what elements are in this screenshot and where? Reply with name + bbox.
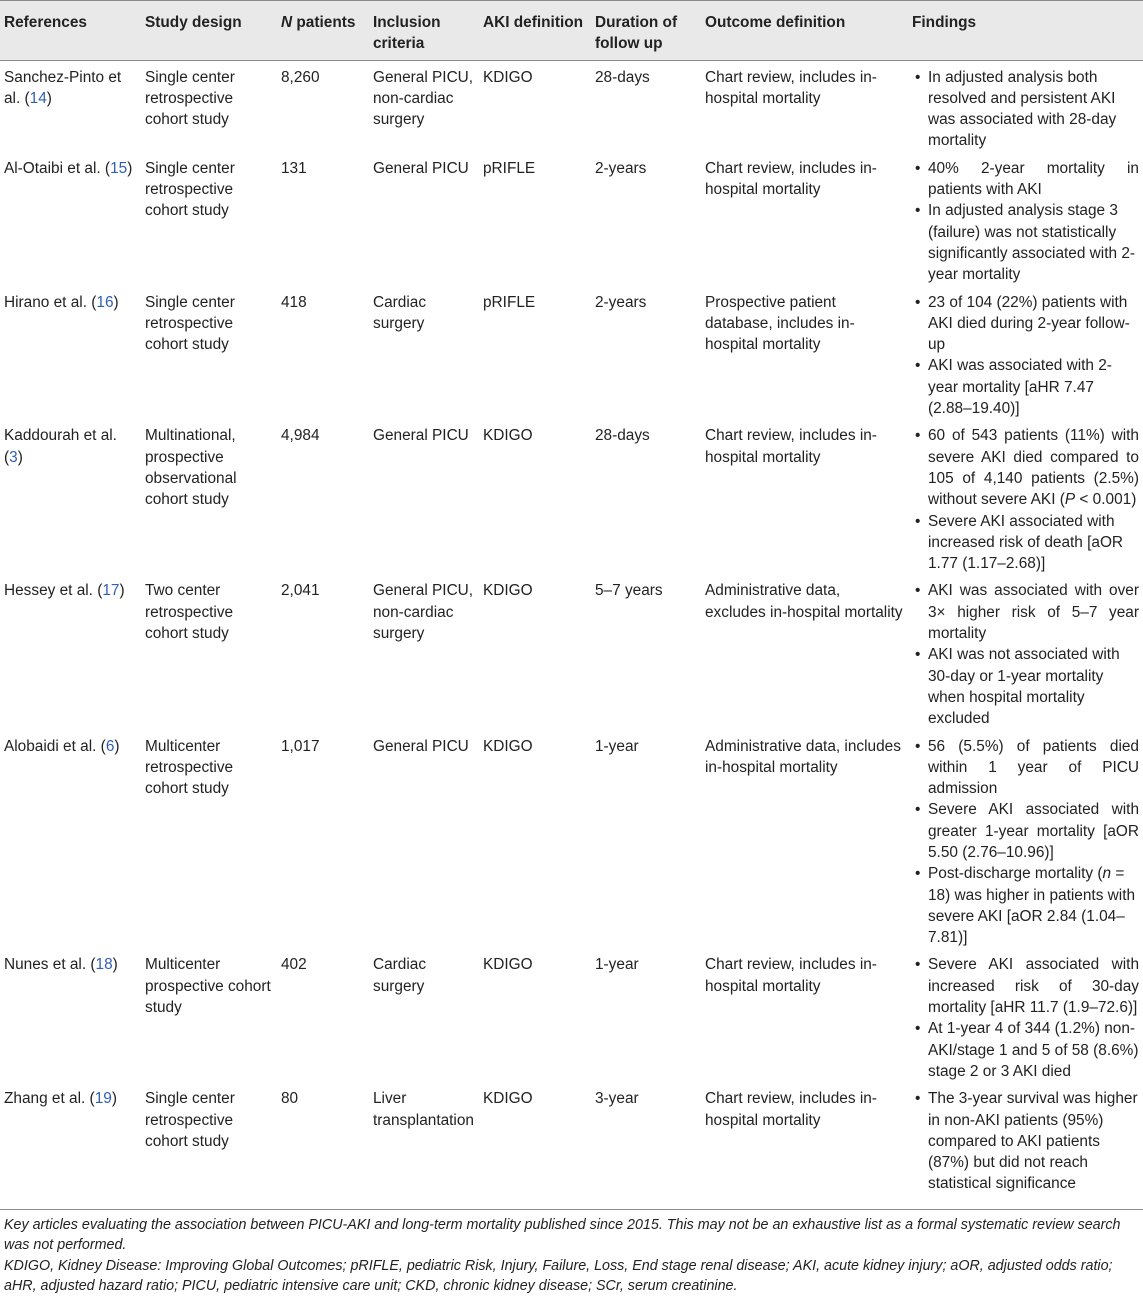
finding-n-symbol: n: [1102, 865, 1112, 883]
finding-item: • The 3-year survival was higher in non-AKI patients (95%) compared to AKI patients (87%) but did not reach statistical significance: [912, 1088, 1139, 1194]
cell-n-patients: 8,260: [281, 68, 320, 86]
cell-aki-definition: KDIGO: [483, 68, 533, 86]
cell-reference: [0, 60, 141, 152]
finding-p-symbol: P: [1064, 491, 1076, 509]
header-duration: Duration of follow up: [591, 1, 701, 61]
findings-list: [912, 292, 1139, 420]
finding-item: • 23 of 104 (22%) patients with AKI died during 2-year follow-up: [912, 292, 1139, 356]
reference-text: Sanchez-Pinto et al. (: [4, 68, 122, 107]
table-body: [0, 60, 1143, 1209]
cell-reference: [0, 286, 141, 420]
cell-findings: [908, 152, 1143, 286]
cell-outcome: Chart review, includes in-hospital mortality: [701, 1082, 908, 1209]
citation-link[interactable]: 14: [29, 89, 47, 107]
cell-reference: [0, 152, 141, 286]
cell-aki-definition: KDIGO: [483, 582, 533, 600]
cell-study-design: Two center retrospective cohort study: [145, 582, 234, 643]
cell-n-patients: 418: [281, 293, 307, 311]
cell-inclusion: Liver transplantation: [369, 1082, 479, 1209]
cell-reference: [0, 1082, 141, 1209]
cell-study-design: Single center retrospective cohort study: [145, 293, 235, 354]
header-findings: Findings: [908, 1, 1143, 61]
finding-item: • In adjusted analysis stage 3 (failure) was not statistically significantly associated with 2-year mortality: [912, 200, 1139, 285]
cell-study-design: Single center retrospective cohort study: [141, 1082, 277, 1209]
finding-text: 60 of 543 patients (11%) with severe AKI died compared to 105 of 4,140 patients (2.5%) without severe AKI (: [928, 427, 1139, 509]
cell-aki-definition: KDIGO: [483, 737, 533, 755]
finding-item: • Severe AKI associated with increased risk of death [aOR 1.77 (1.17–2.68)]: [912, 511, 1139, 575]
cell-outcome: Administrative data, excludes in-hospital mortality: [705, 582, 903, 621]
citation-link[interactable]: 18: [95, 956, 113, 974]
table-row: [0, 1082, 1143, 1209]
cell-findings: [908, 1082, 1143, 1209]
cell-inclusion: General PICU, non-cardiac surgery: [373, 68, 474, 129]
finding-item: • In adjusted analysis both resolved and persistent AKI was associated with 28-day mortality: [912, 67, 1139, 152]
findings-list: [912, 67, 1139, 152]
cell-study-design: Multicenter retrospective cohort study: [145, 737, 234, 798]
header-outcome: Outcome definition: [701, 1, 908, 61]
cell-outcome: Chart review, includes in-hospital mortality: [705, 427, 877, 466]
cell-aki-definition: pRIFLE: [483, 293, 536, 311]
cell-inclusion: Cardiac surgery: [373, 293, 427, 332]
cell-duration: 28-days: [595, 427, 650, 445]
cell-duration: 5–7 years: [595, 582, 663, 600]
reference-text: Hessey et al. (: [4, 582, 103, 600]
header-row: [0, 1, 1143, 61]
cell-n-patients: 80: [277, 1082, 369, 1209]
finding-item: • AKI was associated with over 3× higher risk of 5–7 year mortality: [912, 580, 1139, 644]
cell-aki-definition: KDIGO: [483, 427, 533, 445]
header-n-patients: [277, 1, 369, 61]
cell-outcome: Administrative data, includes in-hospital mortality: [705, 737, 901, 776]
cell-reference: [0, 419, 141, 574]
finding-text: Post-discharge mortality (: [928, 865, 1103, 883]
cell-duration: 28-days: [595, 68, 650, 86]
finding-text: = 18) was higher in patients with severe AKI [aOR 2.84 (1.04–7.81)]: [928, 865, 1136, 947]
citation-link[interactable]: 19: [94, 1090, 112, 1108]
finding-item: • 56 (5.5%) of patients died within 1 year of PICU admission: [912, 736, 1139, 800]
reference-suffix: ): [127, 159, 133, 177]
cell-study-design: Single center retrospective cohort study: [145, 68, 235, 129]
header-study-design: Study design: [141, 1, 277, 61]
cell-outcome: Chart review, includes in-hospital mortality: [705, 956, 877, 995]
cell-findings: [908, 286, 1143, 420]
cell-duration: 1-year: [595, 956, 639, 974]
reference-suffix: ): [17, 448, 23, 466]
citation-link[interactable]: 3: [9, 448, 18, 466]
citation-link[interactable]: 15: [110, 159, 128, 177]
table-row: [0, 60, 1143, 152]
cell-inclusion: General PICU: [373, 737, 469, 755]
cell-inclusion: Cardiac surgery: [373, 956, 427, 995]
finding-text: < 0.001): [1075, 491, 1137, 509]
reference-text: Nunes et al. (: [4, 956, 96, 974]
header-inclusion: Inclusion criteria: [369, 1, 479, 61]
findings-list: [912, 954, 1139, 1082]
citation-link[interactable]: 6: [105, 737, 115, 755]
table-row: [0, 574, 1143, 729]
cell-outcome: Chart review, includes in-hospital mortality: [705, 159, 877, 199]
reference-suffix: ): [46, 89, 52, 107]
cell-findings: [908, 419, 1143, 574]
cell-duration: 3-year: [591, 1082, 701, 1209]
findings-list: [912, 1088, 1139, 1194]
cell-reference: [0, 948, 141, 1082]
cell-outcome: Chart review, includes in-hospital mortality: [705, 68, 877, 107]
finding-item: • AKI was not associated with 30-day or 1-year mortality when hospital mortality excluded: [912, 644, 1139, 729]
table-header: [0, 1, 1143, 61]
abbreviations-note: KDIGO, Kidney Disease: Improving Global Outcomes; pRIFLE, pediatric Risk, Injury, Failure, Loss, End stage renal disease; AKI, acute kidney injury; aOR, adjusted odds ratio; aHR, adjusted hazard ratio; PICU, pediatric intensive care unit; CKD, chronic kidney disease; SCr, serum creatinine.: [4, 1258, 1113, 1295]
cell-aki-definition: KDIGO: [483, 956, 533, 974]
cell-findings: [908, 730, 1143, 949]
table-caption: Key articles evaluating the association between PICU-AKI and long-term mortality published since 2015. This may not be an exhaustive list as a formal systematic review search was not performed.: [4, 1216, 1121, 1253]
reference-suffix: ): [113, 293, 119, 311]
cell-aki-definition: KDIGO: [479, 1082, 591, 1209]
header-aki-definition: AKI definition: [479, 1, 591, 61]
findings-list: [912, 158, 1139, 286]
cell-duration: 2-years: [595, 159, 647, 177]
table-footnotes: [0, 1210, 1143, 1297]
cell-n-patients: 2,041: [281, 582, 320, 600]
finding-item: [912, 863, 1139, 948]
table-row: [0, 948, 1143, 1082]
cell-n-patients: 402: [281, 956, 307, 974]
header-references: References: [0, 1, 141, 61]
findings-list: [912, 736, 1139, 949]
table-row: [0, 286, 1143, 420]
cell-findings: [908, 948, 1143, 1082]
cell-duration: 2-years: [595, 293, 647, 311]
cell-study-design: Multicenter prospective cohort study: [145, 956, 271, 1017]
citation-link[interactable]: 16: [96, 293, 114, 311]
finding-item: • AKI was associated with 2-year mortality [aHR 7.47 (2.88–19.40)]: [912, 355, 1139, 419]
cell-duration: 1-year: [595, 737, 639, 755]
table-row: [0, 419, 1143, 574]
finding-item: [912, 425, 1139, 510]
cell-reference: [0, 730, 141, 949]
reference-text: Kaddourah et al. (: [4, 427, 117, 466]
reference-text: Al-Otaibi et al. (: [4, 159, 111, 177]
cell-study-design: Multinational, prospective observational cohort study: [145, 427, 237, 509]
reference-text: Hirano et al. (: [4, 293, 97, 311]
citation-link[interactable]: 17: [102, 582, 120, 600]
cell-findings: [908, 574, 1143, 729]
cell-n-patients: 4,984: [281, 427, 320, 445]
reference-suffix: ): [111, 1090, 117, 1108]
table-row: [0, 152, 1143, 286]
cell-inclusion: General PICU, non-cardiac surgery: [373, 582, 474, 643]
finding-item: • At 1-year 4 of 344 (1.2%) non-AKI/stage 1 and 5 of 58 (8.6%) stage 2 or 3 AKI died: [912, 1018, 1139, 1082]
reference-suffix: ): [119, 582, 125, 600]
header-n-rest: patients: [292, 14, 356, 31]
cell-aki-definition: pRIFLE: [483, 159, 536, 177]
finding-item: • Severe AKI associated with greater 1-year mortality [aOR 5.50 (2.76–10.96)]: [912, 799, 1139, 863]
reference-suffix: ): [114, 737, 120, 755]
cell-n-patients: 1,017: [281, 737, 320, 755]
finding-item: • 40% 2-year mortality in patients with AKI: [912, 158, 1139, 201]
reference-text: Zhang et al. (: [4, 1090, 95, 1108]
finding-item: • Severe AKI associated with increased risk of 30-day mortality [aHR 11.7 (1.9–72.6)]: [912, 954, 1139, 1018]
findings-list: [912, 425, 1139, 574]
cell-findings: [908, 60, 1143, 152]
header-n-italic: N: [281, 14, 293, 31]
reference-suffix: ): [112, 956, 118, 974]
cell-inclusion: General PICU: [373, 159, 469, 177]
table-row: [0, 730, 1143, 949]
reference-text: Alobaidi et al. (: [4, 737, 106, 755]
cell-reference: [0, 574, 141, 729]
findings-list: [912, 580, 1139, 729]
cell-inclusion: General PICU: [373, 427, 469, 445]
cell-n-patients: 131: [281, 159, 307, 177]
cell-study-design: Single center retrospective cohort study: [145, 159, 235, 220]
cell-outcome: Prospective patient database, includes in-hospital mortality: [705, 293, 855, 354]
